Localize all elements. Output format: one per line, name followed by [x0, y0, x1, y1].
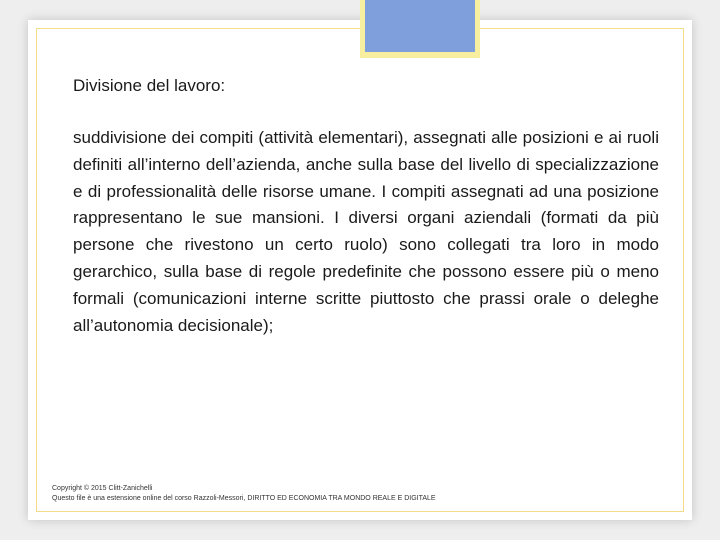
heading-colon: : [220, 76, 226, 95]
footer-copyright: Copyright © 2015 Clitt-Zanichelli [52, 485, 153, 492]
accent-tab-blue [365, 0, 475, 52]
footer-note: Questo file è una estensione online del corso Razzoli-Messori, DIRITTO ED ECONOMIA TRA MONDO REALE E DIGITALE [52, 495, 436, 502]
slide-heading [73, 76, 225, 96]
slide-body-text: suddivisione dei compiti (attività elementari), assegnati alle posizioni e ai ruoli definiti all’interno dell’azienda, anche sulla base del livello di specializzazione e di professionalità delle risorse umane. I compiti assegnati ad una posizione rappresentano le sue mansioni. I diversi organi aziendali (formati da più persone che rivestono un certo ruolo) sono collegati tra loro in modo gerarchico, sulla base di regole predefinite che possono essere più o meno formali (comunicazioni interne scritte piuttosto che prassi orale o deleghe all’autonomia decisionale); [73, 128, 659, 335]
heading-text: Divisione del lavoro [73, 76, 221, 95]
slide-footer [52, 484, 436, 504]
accent-tab-decoration [360, 0, 480, 58]
